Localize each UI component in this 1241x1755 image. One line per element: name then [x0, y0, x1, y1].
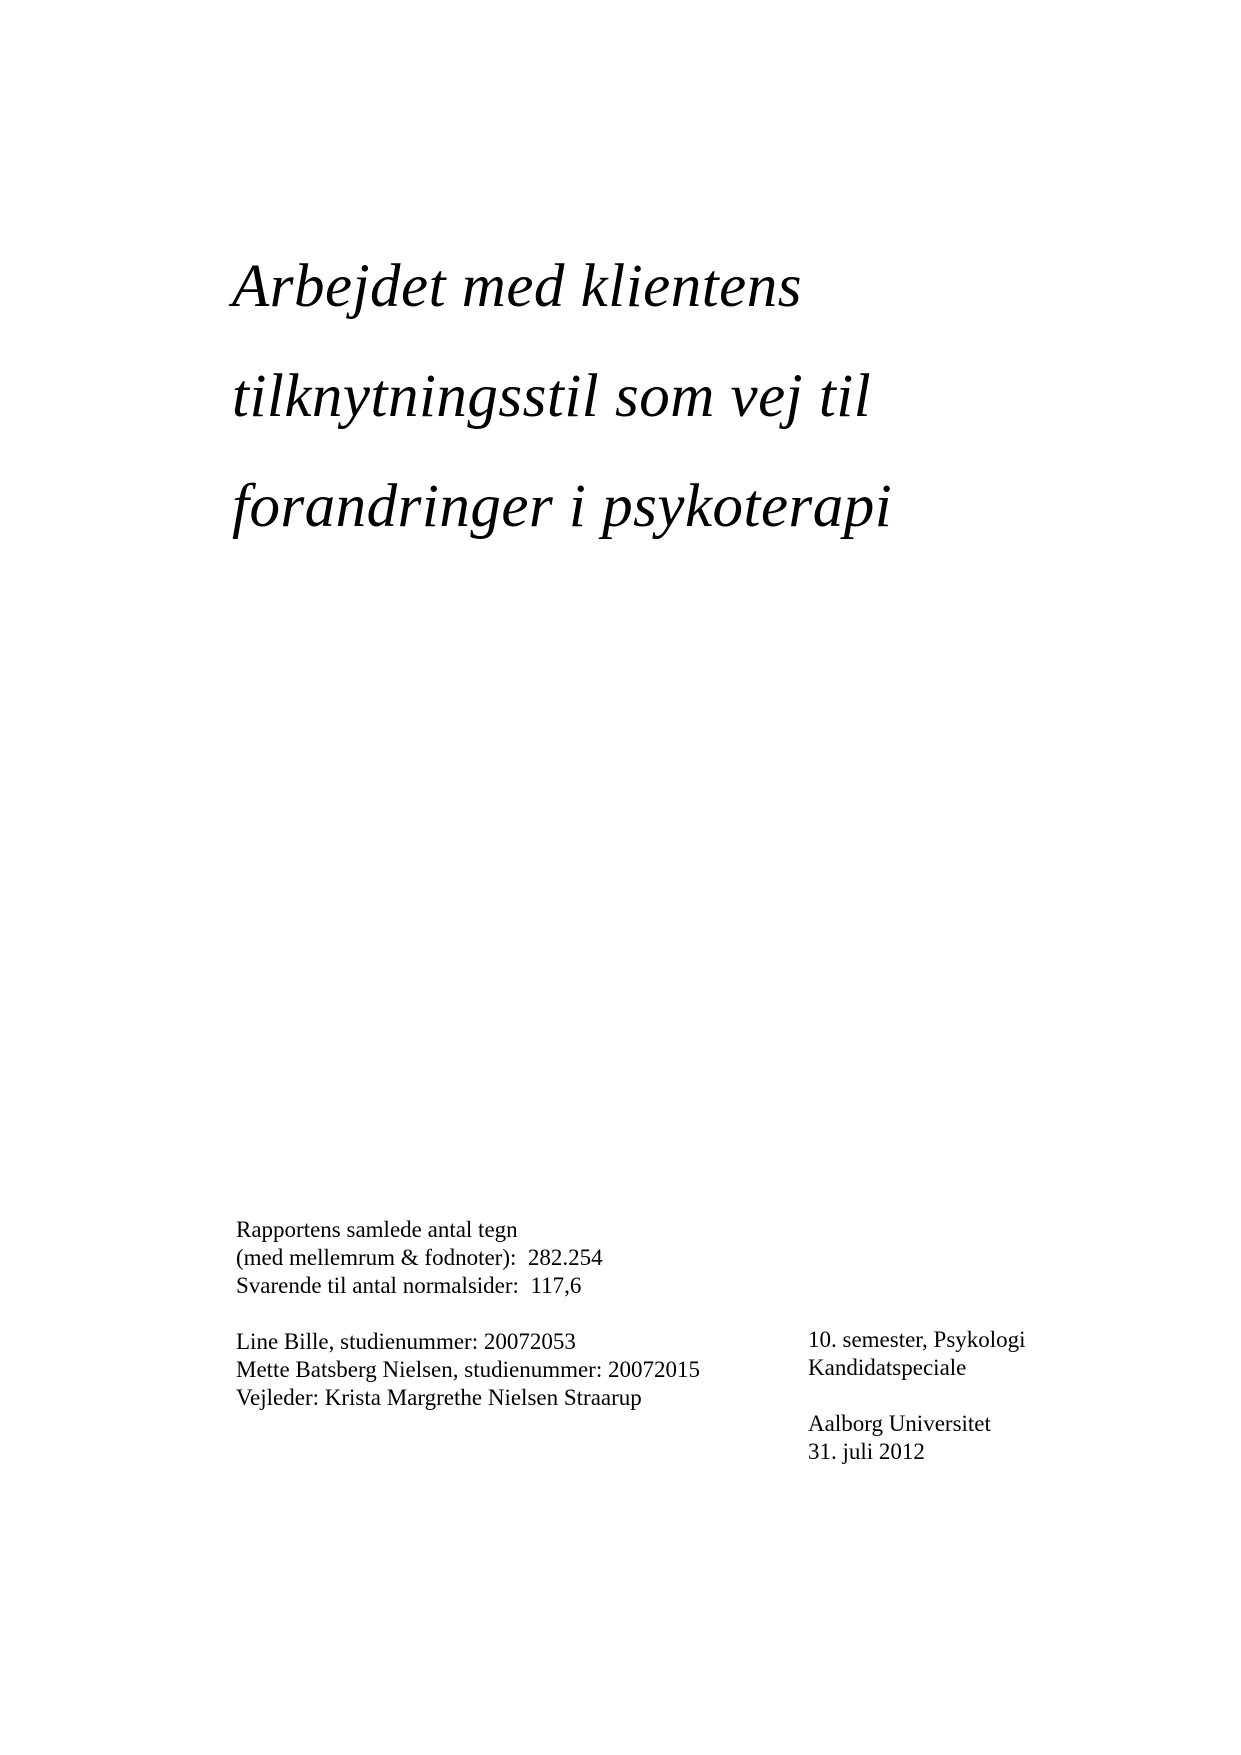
semester-line: 10. semester, Psykologi	[808, 1327, 1026, 1352]
course-info-block	[808, 1326, 1026, 1466]
date-line: 31. juli 2012	[808, 1439, 925, 1464]
spacer	[236, 1300, 700, 1328]
document-title	[232, 232, 1132, 562]
title-line-3: forandringer i psykoterapi	[232, 473, 893, 540]
title-line-2: tilknytningsstil som vej til	[232, 363, 872, 430]
supervisor-line: Vejleder: Krista Margrethe Nielsen Straarup	[236, 1385, 642, 1410]
spacer	[808, 1382, 1026, 1410]
thesis-type-line: Kandidatspeciale	[808, 1355, 967, 1380]
author-mette-batsberg-nielsen: Mette Batsberg Nielsen, studienummer: 20072015	[236, 1357, 700, 1382]
char-count-value: (med mellemrum & fodnoter): 282.254	[236, 1245, 603, 1270]
author-line-bille: Line Bille, studienummer: 20072053	[236, 1329, 576, 1354]
report-info-block	[236, 1216, 700, 1412]
university-line: Aalborg Universitet	[808, 1411, 991, 1436]
char-count-heading: Rapportens samlede antal tegn	[236, 1217, 518, 1242]
normal-pages-value: Svarende til antal normalsider: 117,6	[236, 1273, 582, 1298]
title-line-1: Arbejdet med klientens	[232, 253, 802, 320]
